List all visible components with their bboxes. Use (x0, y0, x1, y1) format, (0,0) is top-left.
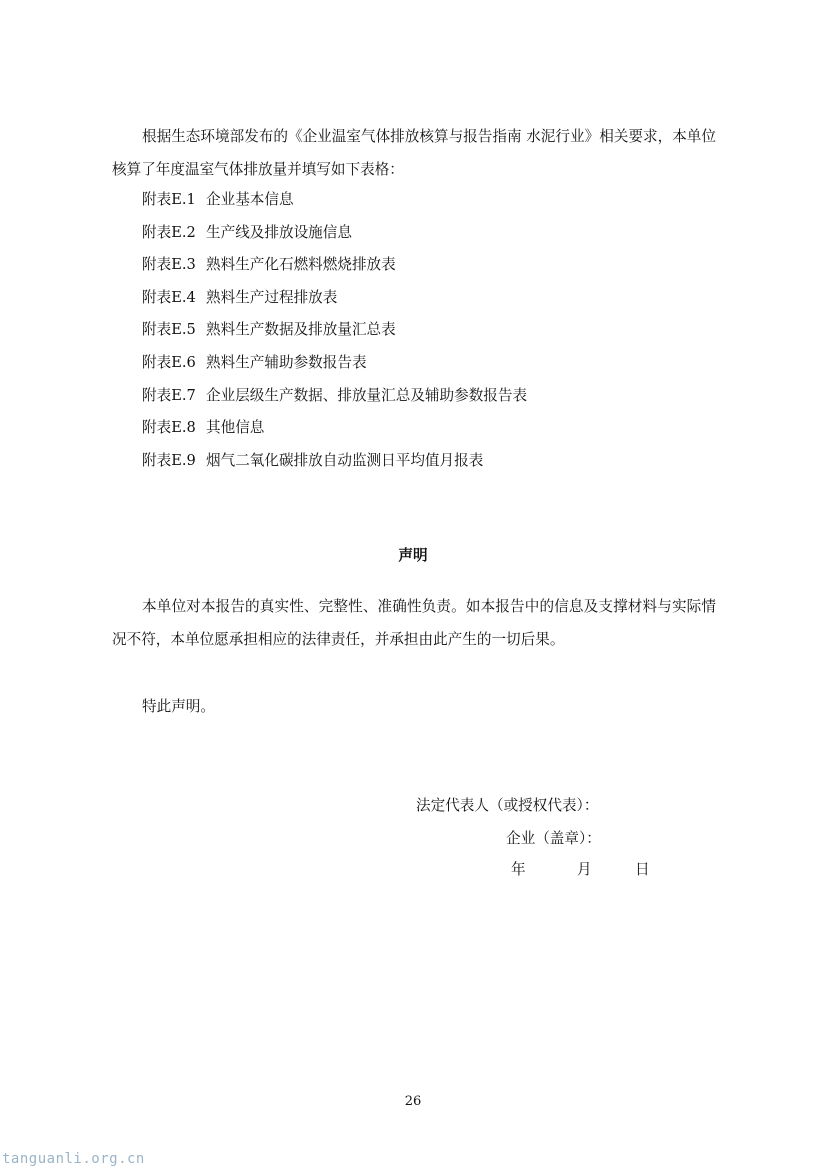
date-day: 日 (635, 861, 650, 878)
declaration-closing: 特此声明。 (142, 698, 215, 715)
declaration-body: 本单位对本报告的真实性、完整性、准确性负责。如本报告中的信息及支撑材料与实际情况不符，本单位愿承担相应的法律责任，并承担由此产生的一切后果。 (112, 598, 716, 648)
site-watermark: tanguanli.org.cn (2, 1151, 145, 1167)
list-item (142, 217, 527, 250)
date-month: 月 (577, 861, 592, 878)
declaration-heading: 声明 (398, 547, 428, 564)
table-title: 熟料生产化石燃料燃烧排放表 (206, 256, 396, 274)
table-title: 熟料生产数据及排放量汇总表 (206, 321, 396, 339)
table-code: 附表E.1 (142, 191, 196, 208)
representative-signature-line: 法定代表人（或授权代表）： (416, 797, 599, 814)
list-item (142, 314, 527, 347)
list-item (142, 412, 527, 445)
signature-date (511, 858, 650, 879)
table-code: 附表E.2 (142, 223, 196, 241)
company-seal-line: 企业（盖章）： (506, 830, 601, 847)
table-code: 附表E.8 (142, 419, 196, 437)
table-code: 附表E.5 (142, 321, 196, 339)
table-title: 烟气二氧化碳排放自动监测日平均值月报表 (206, 451, 484, 469)
list-item (142, 347, 527, 380)
date-year: 年 (511, 861, 526, 878)
page-number: 26 (404, 1094, 422, 1109)
table-title: 其他信息 (206, 419, 265, 437)
table-code: 附表E.4 (142, 288, 196, 306)
table-title: 生产线及排放设施信息 (206, 223, 352, 241)
table-title: 企业层级生产数据、排放量汇总及辅助参数报告表 (206, 386, 528, 404)
list-item (142, 380, 527, 413)
list-item (142, 282, 527, 315)
table-code: 附表E.6 (142, 353, 196, 371)
appendix-table-list (142, 184, 527, 477)
table-title: 熟料生产辅助参数报告表 (206, 353, 367, 371)
list-item (142, 445, 527, 478)
list-item (142, 184, 527, 217)
list-item (142, 249, 527, 282)
table-code: 附表E.7 (142, 386, 196, 404)
intro-paragraph: 根据生态环境部发布的《企业温室气体排放核算与报告指南 水泥行业》相关要求，本单位核算了年度温室气体排放量并填写如下表格： (112, 128, 716, 178)
table-code: 附表E.9 (142, 451, 196, 469)
table-title: 企业基本信息 (206, 191, 294, 208)
table-title: 熟料生产过程排放表 (206, 288, 338, 306)
table-code: 附表E.3 (142, 256, 196, 274)
